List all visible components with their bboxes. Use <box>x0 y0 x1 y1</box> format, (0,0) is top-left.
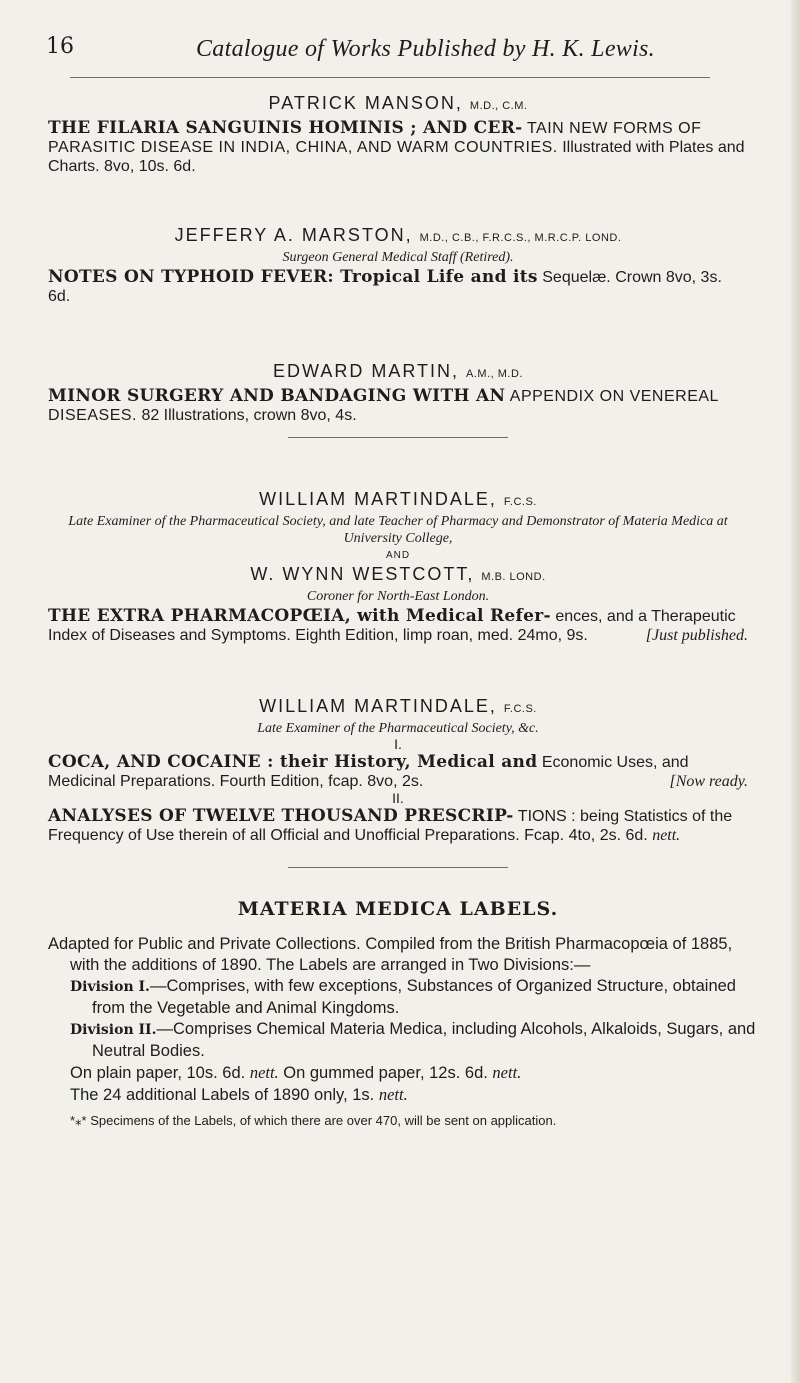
section-divider <box>288 867 508 868</box>
specimens-note: *⁎* Specimens of the Labels, of which there are over 470, will be sent on application. <box>70 1113 557 1128</box>
author-position: Late Examiner of the Pharmaceutical Society, &c. <box>257 721 539 736</box>
coauthor-degrees: M.B. LOND. <box>481 571 546 583</box>
author-label: PATRICK MANSON, <box>268 93 463 113</box>
book-details: ences, and a Therapeutic Index of Diseases and Symptoms. Eighth Edition, limp roan, med. 24mo, 9s. <box>48 608 736 644</box>
entry-marston <box>48 224 748 306</box>
book-description <box>48 268 748 306</box>
book-title-1: COCA, AND COCAINE : their History, Medical and <box>48 752 538 772</box>
author-degrees: M.D., C.M. <box>469 100 528 112</box>
book-details: 82 Illustrations, crown 8vo, 4s. <box>141 407 357 424</box>
division-2 <box>70 1019 770 1062</box>
header-rule <box>70 77 710 78</box>
author-degrees: A.M., M.D. <box>466 368 523 380</box>
price-line-2 <box>70 1084 748 1106</box>
book-title-continued: APPENDIX ON VENEREAL DISEASES. <box>48 388 719 424</box>
book-details-1: Economic Uses, and Medicinal Preparations. Fourth Edition, fcap. 8vo, 2s. <box>48 754 689 790</box>
coauthor-name <box>48 563 748 588</box>
nett-label: nett. <box>652 827 681 844</box>
division-1 <box>70 976 770 1019</box>
book-title: THE EXTRA PHARMACOPŒIA, with Medical Refer- <box>48 606 551 626</box>
book-details: Illustrated with Plates and Charts. 8vo, 10s. 6d. <box>48 139 745 175</box>
materia-medica-labels-section <box>48 898 756 1131</box>
page-number: 16 <box>46 34 74 59</box>
book-description-1 <box>48 753 748 791</box>
author-degrees: F.C.S. <box>503 496 537 508</box>
page-edge <box>791 0 800 1383</box>
author-position: Surgeon General Medical Staff (Retired). <box>282 250 514 265</box>
author-label: JEFFERY A. MARSTON, <box>174 225 413 245</box>
coauthor-label: W. WYNN WESTCOTT, <box>250 564 475 584</box>
publication-status: [Just published. <box>645 627 748 644</box>
work-number-2: II. <box>392 790 404 806</box>
author-name <box>48 224 748 249</box>
author-name <box>48 360 748 385</box>
nett-label: nett. <box>378 1085 408 1104</box>
price-plain: On plain paper, 10s. 6d. <box>70 1064 246 1082</box>
author-name <box>48 488 748 513</box>
author-label: WILLIAM MARTINDALE, <box>259 489 497 509</box>
coauthor-position: Coroner for North-East London. <box>306 589 490 604</box>
work-number-1: I. <box>394 736 402 752</box>
division-2-label: Division II. <box>70 1022 157 1038</box>
book-description <box>48 607 748 645</box>
entry-martindale-westcott <box>48 488 748 645</box>
book-details: Sequelæ. Crown 8vo, 3s. 6d. <box>48 269 722 305</box>
author-degrees: F.C.S. <box>503 703 537 715</box>
book-description <box>48 119 748 176</box>
price-gummed: On gummed paper, 12s. 6d. <box>283 1064 488 1082</box>
nett-label: nett. <box>492 1063 522 1082</box>
book-title: MINOR SURGERY AND BANDAGING WITH AN <box>48 386 506 406</box>
price-additional: The 24 additional Labels of 1890 only, 1s. <box>70 1086 375 1104</box>
section-title: MATERIA MEDICA LABELS. <box>237 898 559 920</box>
entry-manson <box>48 92 748 176</box>
book-details-2: TIONS : being Statistics of the Frequency of Use therein of all Official and Unofficial Preparations. Fcap. 4to, 2s. 6d. <box>48 808 733 844</box>
and-separator: AND <box>385 550 411 561</box>
book-description <box>48 387 748 425</box>
book-title-2: ANALYSES OF TWELVE THOUSAND PRESCRIP- <box>48 806 514 826</box>
entry-martindale <box>48 695 748 845</box>
author-label: EDWARD MARTIN, <box>273 361 460 381</box>
author-name <box>48 92 748 117</box>
book-description-2 <box>48 807 748 845</box>
catalogue-content <box>48 92 756 1131</box>
page-header <box>46 26 746 76</box>
division-2-text: —Comprises Chemical Materia Medica, including Alcohols, Alkaloids, Sugars, and Neutral Bodies. <box>92 1020 756 1060</box>
book-title: THE FILARIA SANGUINIS HOMINIS ; AND CER- <box>48 118 523 138</box>
entry-divider <box>288 437 508 438</box>
running-title: Catalogue of Works Published by H. K. Lewis. <box>196 36 655 62</box>
division-1-label: Division I. <box>70 979 150 995</box>
division-1-text: —Comprises, with few exceptions, Substances of Organized Structure, obtained from the Vegetable and Animal Kingdoms. <box>92 977 736 1017</box>
author-name <box>48 695 748 720</box>
publication-status: [Now ready. <box>669 773 748 790</box>
book-title-continued: TAIN NEW FORMS OF PARASITIC DISEASE IN INDIA, CHINA, AND WARM COUNTRIES. <box>48 120 702 156</box>
author-label: WILLIAM MARTINDALE, <box>259 696 497 716</box>
entry-martin <box>48 360 748 425</box>
author-degrees: M.D., C.B., F.R.C.S., M.R.C.P. LOND. <box>419 232 622 244</box>
price-line-1 <box>70 1062 748 1084</box>
author-position: Late Examiner of the Pharmaceutical Society, and late Teacher of Pharmacy and Demonstrator of Materia Medica at University College, <box>68 514 728 546</box>
labels-intro: Adapted for Public and Private Collections. Compiled from the British Pharmacopœia of 1885, with the additions of 1890. The Labels are arranged in Two Divisions:— <box>48 935 733 974</box>
nett-label: nett. <box>249 1063 279 1082</box>
book-title: NOTES ON TYPHOID FEVER: Tropical Life and its <box>48 267 538 287</box>
